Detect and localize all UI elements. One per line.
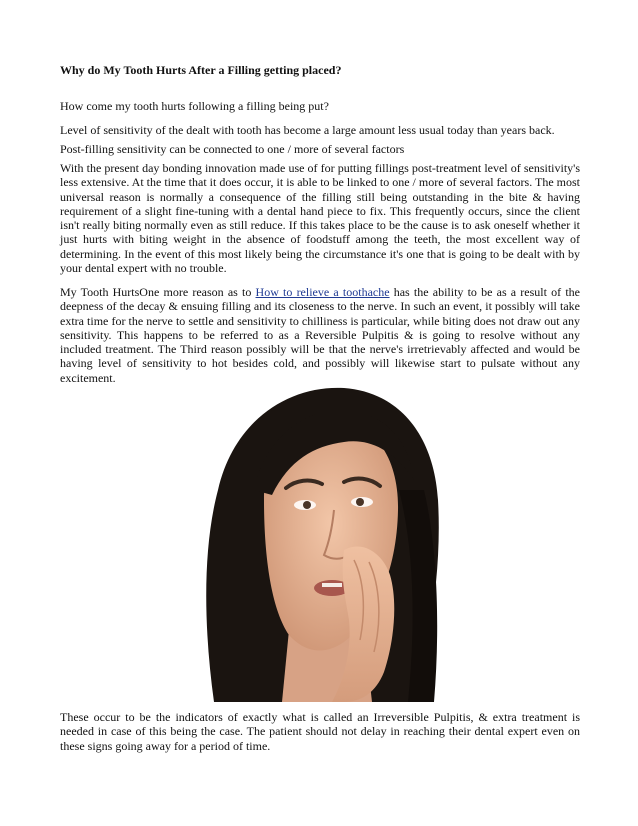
paragraph-bonding: With the present day bonding innovation made use of for putting fillings post-treatment level of sensitivity's less extensive. At the time that it does occur, it is able to be linked to one / more of several factors. The most universal reason is normally a consequence of the filling still being outstanding in the bite & having requirement of a slight fine-tuning with a dental hand piece to fix. This frequently occurs, since the client isn't really biting normally even as still reduce. If this takes place to be the cause is to ask oneself whether it just hurts with biting weight in the absence of foodstuff among the teeth, the most excellent way of determining. In the event of this most likely being the circumstance it's one that is going to be dealt with by your dental expert with no trouble. (60, 161, 580, 276)
paragraph-question: How come my tooth hurts following a filling being put? (60, 99, 329, 113)
document-title: Why do My Tooth Hurts After a Filling getting placed? (60, 63, 342, 77)
paragraph-text-before-link: My Tooth HurtsOne more reason as to (60, 285, 256, 299)
woman-toothache-photo (194, 380, 446, 702)
paragraph-factors: Post-filling sensitivity can be connected to one / more of several factors (60, 142, 405, 156)
toothache-relief-link[interactable]: How to relieve a toothache (255, 285, 390, 299)
paragraph-text-after-link: has the ability to be as a result of the deepness of the decay & ensuing filling and its closeness to the nerve. In such an event, it possibly will take extra time for the nerve to settle and sensitivity to chilliness is particular, while biting does not draw out any sensitivity. This happens to be referred to as a Reversible Pulpitis & is going to resolve without any included treatment. The Third reason possibly will be that the nerve's irretrievably affected and would be having level of sensitivity to hot besides cold, and possibly will likewise start to pulsate without any excitement. (60, 285, 580, 385)
paragraph-sensitivity: Level of sensitivity of the dealt with tooth has become a large amount less usual today than years back. (60, 123, 555, 137)
paragraph-irreversible-pulpitis: These occur to be the indicators of exactly what is called an Irreversible Pulpitis, & extra treatment is needed in case of this being the case. The patient should not delay in reaching their dental expert even on these signs going away for a period of time. (60, 710, 580, 753)
paragraph-reversible-pulpitis (60, 285, 580, 385)
